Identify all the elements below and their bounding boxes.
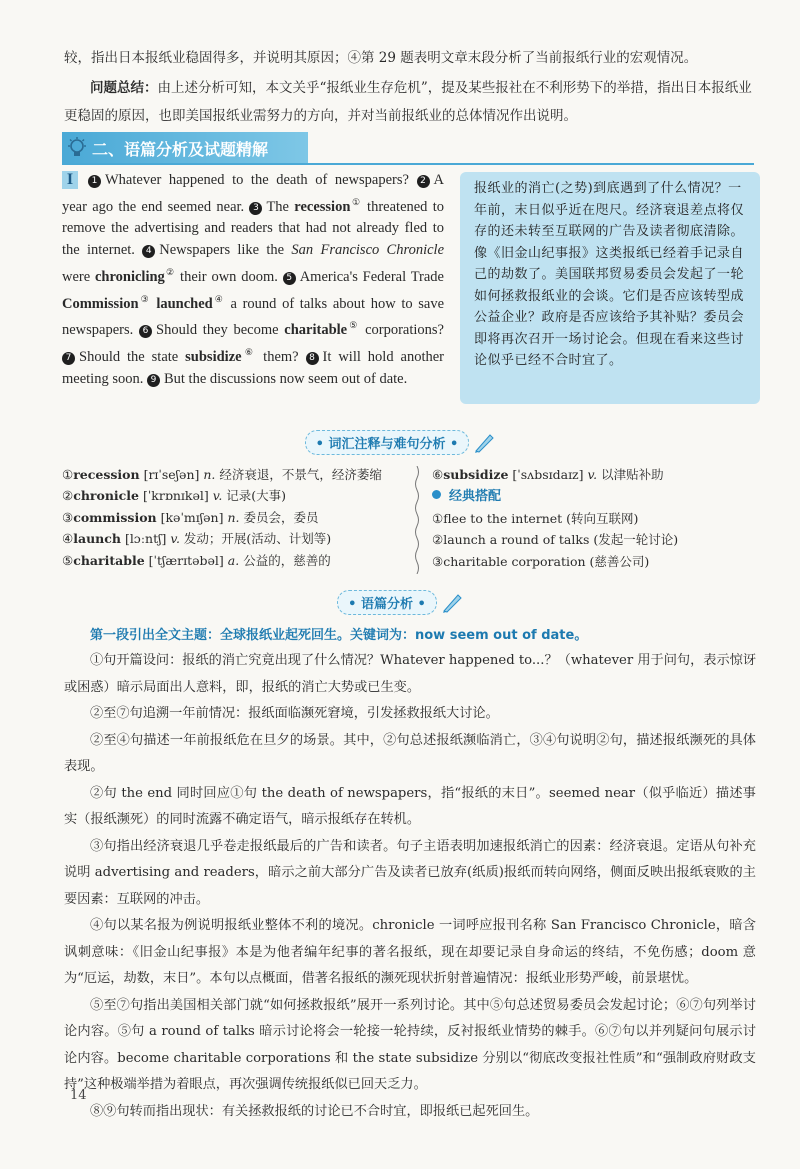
vocab-pronunciation: [ˈsʌbsɪdaɪz]: [512, 467, 584, 482]
vocab-item: [432, 464, 762, 485]
vocab-number: ⑤: [62, 552, 74, 568]
vocab-definition: 记录(大事): [226, 488, 287, 504]
section-heading: [62, 132, 308, 164]
sentence: them?: [256, 348, 299, 365]
vocab-heading: [0, 430, 800, 458]
vocab-definition: 公益的，慈善的: [243, 552, 331, 568]
analysis-title: • 语篇分析 •: [337, 590, 437, 615]
bullet-dot-icon: [432, 490, 441, 499]
analysis-paragraph: ①句开篇设问：报纸的消亡究竟出现了什么情况？Whatever happened to...？（whatever 用于问句，表示惊讶或困惑）暗示局面出人意料，即，报纸的消亡大势或已生变。: [64, 653, 757, 695]
paragraph-marker: I: [62, 171, 78, 189]
sentence: The: [266, 198, 295, 215]
pen-icon: [441, 592, 463, 618]
vocab-term: chronicling: [94, 268, 165, 285]
vocab-pos: n.: [227, 509, 240, 525]
vocab-definition: 发动；开展(活动、计划等): [183, 531, 332, 547]
sentence: Newspapers like the: [159, 242, 292, 259]
summary-text: 由上述分析可知，本文关乎“报纸业生存危机”，提及某些报社在不利形势下的举措，指出日本报纸业更稳固的原因，也即美国报纸业需努力的方向，并对当前报纸业的总体情况作出说明。: [64, 80, 752, 124]
vocab-definition: 经济衰退，不景气，经济萎缩: [219, 467, 382, 482]
lightbulb-icon: [62, 137, 92, 159]
vocab-title: • 词汇注释与难句分析 •: [305, 430, 470, 455]
vocab-word: commission: [73, 509, 157, 525]
collocation-heading: [432, 485, 762, 507]
vocab-item: [62, 528, 412, 549]
sentence: were: [62, 268, 95, 285]
paragraph-heading: 第一段引出全文主题：全球报纸业起死回生。关键词为：now seem out of date。: [90, 628, 588, 643]
sentence-number: 5: [283, 272, 296, 285]
vocab-term: recession: [294, 198, 351, 215]
vocab-term: subsidize: [185, 348, 242, 365]
sentence: threatened to remove the advertising and readers that had not already fled to the internet.: [62, 198, 444, 259]
vocab-pos: v.: [170, 531, 180, 547]
vocab-word: recession: [73, 467, 140, 482]
sentence-number: 3: [249, 202, 262, 215]
collocation-item: ②launch a round of talks (发起一轮讨论): [432, 532, 679, 548]
summary-label: 问题总结：: [90, 80, 158, 96]
analysis-body: [64, 648, 756, 1125]
vocab-word: subsidize: [443, 467, 509, 482]
vocab-number: ③: [62, 509, 74, 525]
vocab-pronunciation: [rɪˈseʃən]: [143, 467, 200, 482]
english-passage: I 1 Whatever happened to the death of newspapers? 2 A year ago the end seemed near. 3 The recession① threatened to remove the advertising and readers that had not already fled to the internet. 4 Newspapers like the San Francisco Chronicle were chronicling② their own doom. 5 America's Federal Trade Commission③ launched④ a round of talks about how to save newspapers. 6 Should they become charitable⑤ corporations? 7 Should the state subsidize⑥ them? 8 It will hold another meeting soon. 9 But the discussions now seem out of date.: [62, 171, 445, 387]
vocab-list: [62, 464, 412, 571]
sentence: Should they become: [156, 322, 285, 339]
vocab-pos: v.: [212, 488, 223, 504]
collocation-item: ③charitable corporation (慈善公司): [432, 553, 650, 569]
vocab-pos: a.: [227, 552, 240, 568]
vocab-item: [62, 464, 412, 485]
vocab-word: charitable: [73, 552, 145, 568]
vocab-right-column: [432, 464, 762, 572]
sentence-number: 8: [306, 352, 319, 365]
sentence: their own doom.: [175, 268, 278, 285]
sentence-number: 9: [147, 374, 160, 387]
vocab-item: [62, 507, 412, 528]
analysis-paragraph: ③句指出经济衰退几乎卷走报纸最后的广告和读者。句子主语表明加速报纸消亡的因素：经济衰退。定语从句补充说明 advertising and readers，暗示之前大部分广告及读者已放弃(纸质)报纸而转向网络，侧面反映出报纸衰败的主要因素：互联网的冲击。: [64, 838, 756, 907]
vocab-number: ②: [62, 488, 74, 504]
analysis-paragraph: ⑧⑨句转而指出现状：有关拯救报纸的讨论已不合时宜，即报纸已起死回生。: [90, 1103, 539, 1119]
collocation-title: 经典搭配: [449, 489, 502, 505]
section-title: 二、语篇分析及试题精解: [92, 139, 269, 159]
analysis-paragraph: ④句以某名报为例说明报纸业整体不利的境况。chronicle 一词呼应报刊名称 San Francisco Chronicle，暗含讽刺意味：《旧金山纪事报》本是为他者编年纪事的著名报纸，现在却要记录自身命运的终结，不免伤感；doom 意为“厄运，劫数，末日”。本句以点概面，借著名报纸的濒死现状折射普遍情况：报纸业形势严峻，前景堪忧。: [64, 918, 756, 986]
analysis-paragraph: ⑤至⑦句指出美国相关部门就“如何拯救报纸”展开一系列讨论。其中⑤句总述贸易委员会发起讨论；⑥⑦句列举讨论内容。⑤句 a round of talks 暗示讨论将会一轮接一轮持续，反衬报纸业情势的棘手。⑥⑦句以并列疑问句展示讨论内容。become charitable corporations 和 the state subsidize 分别以“彻底改变报社性质”和“强制政府财政支持”这种极端举措为着眼点，再次强调传统报纸似已回天乏力。: [64, 997, 756, 1092]
sentence-number: 4: [142, 245, 155, 258]
analysis-paragraph: ②至④句描述一年前报纸危在旦夕的场景。其中，②句总述报纸濒临消亡，③④句说明②句，描述报纸濒死的具体表现。: [64, 732, 756, 774]
vocab-word: chronicle: [73, 488, 139, 504]
vocab-pronunciation: [ˈtʃærɪtəbəl]: [148, 552, 224, 568]
section-divider: [62, 163, 754, 165]
vocab-word: launch: [73, 531, 121, 547]
sentence: It will hold another meeting soon.: [62, 348, 444, 387]
summary-paragraph: [64, 74, 754, 130]
vocab-pronunciation: [lɔːntʃ]: [124, 531, 167, 547]
vocab-term: launched: [156, 295, 213, 312]
collocation-item: ①flee to the internet (转向互联网): [432, 510, 639, 526]
sentence-number: 6: [139, 325, 152, 338]
sentence: Whatever happened to the death of newspapers?: [105, 172, 409, 188]
vocab-term: Commission: [62, 295, 139, 312]
vocab-definition: 委员会，委员: [243, 509, 319, 525]
sentence: America's Federal Trade: [299, 268, 444, 285]
page-number: 14: [70, 1088, 87, 1103]
vocab-item: [62, 550, 412, 571]
vocab-number: ④: [62, 531, 74, 547]
vocab-number: ①: [62, 467, 74, 482]
analysis-heading: [0, 590, 800, 618]
vocab-pos: v.: [587, 467, 598, 482]
sentence: a round of talks about how to save newspapers.: [62, 295, 445, 339]
top-paragraph: 较，指出日本报纸业稳固得多，并说明其原因；④第 29 题表明文章末段分析了当前报纸行业的宏观情况。: [64, 50, 698, 66]
sentence: But the discussions now seem out of date.: [163, 370, 408, 387]
analysis-paragraph: ②至⑦句追溯一年前情况：报纸面临濒死窘境，引发拯救报纸大讨论。: [90, 706, 499, 721]
vocab-term: charitable: [284, 322, 348, 339]
vocab-pronunciation: [kəˈmɪʃən]: [160, 509, 224, 525]
sentence-number: 2: [417, 175, 430, 188]
newspaper-name: San Francisco Chronicle: [291, 242, 445, 259]
sentence: corporations?: [359, 322, 444, 339]
translation-box: 报纸业的消亡(之势)到底遇到了什么情况？一年前，末日似乎近在咫尺。经济衰退差点将仅存的还未转至互联网的广告及读者彻底清除。像《旧金山纪事报》这类报纸已经着手记录自己的劫数了。美国联邦贸易委员会发起了一轮如何拯救报纸业的会谈。它们是否应该转型成公益企业？政府是否应该给予其补贴？委员会即将再次召开一场讨论会。但现在看来这些讨论似乎已经不合时宜了。: [460, 172, 760, 404]
sentence: A year ago the end seemed near.: [62, 172, 444, 215]
vocab-pronunciation: [ˈkrɒnɪkəl]: [142, 488, 209, 504]
vocab-definition: 以津贴补助: [601, 467, 664, 482]
sentence-number: 7: [62, 352, 75, 365]
vocab-item: [62, 485, 412, 506]
sentence: Should the state: [79, 348, 186, 365]
vocab-number: ⑥: [432, 467, 444, 482]
vocab-pos: n.: [203, 467, 216, 482]
wavy-divider: [414, 466, 420, 574]
pen-icon: [473, 432, 495, 458]
sentence-number: 1: [88, 175, 101, 188]
analysis-paragraph: ②句 the end 同时回应①句 the death of newspapers，指“报纸的末日”。seemed near（似乎临近）描述事实（报纸濒死）的同时流露不确定语气，暗示报纸存在转机。: [64, 785, 756, 827]
